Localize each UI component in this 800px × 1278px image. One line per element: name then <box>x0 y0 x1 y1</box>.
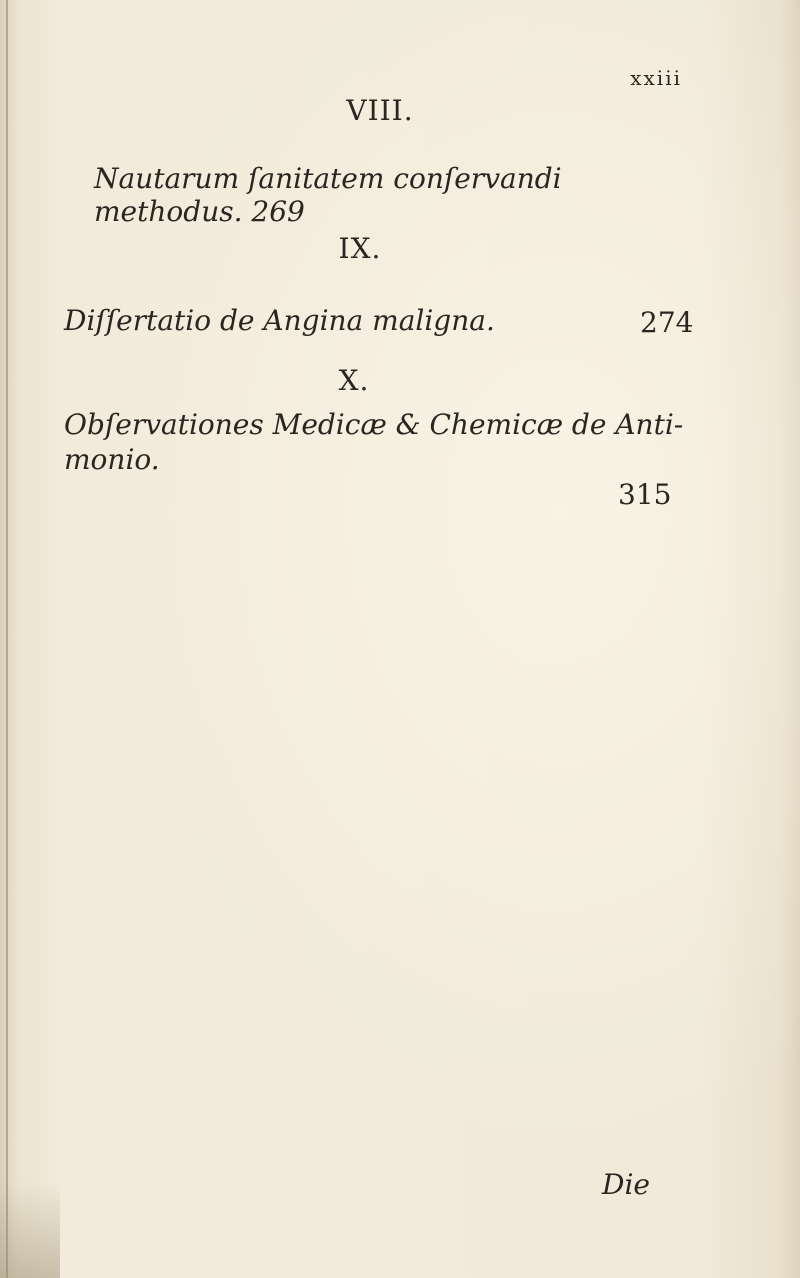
toc-title-x-line2: monio. <box>64 443 160 476</box>
toc-page-ix: 274 <box>640 306 694 339</box>
signature-mark: xxiii <box>630 66 682 90</box>
toc-title-x-line1: Obſervationes Medicæ & Chemicæ de Anti- <box>64 408 684 441</box>
binding-edge <box>6 0 8 1278</box>
toc-page-x: 315 <box>618 478 672 511</box>
toc-page-viii: 269 <box>251 195 305 228</box>
section-numeral-viii: VIII. <box>346 94 414 127</box>
toc-title-ix: Diſſertatio de Angina maligna. <box>64 304 495 337</box>
toc-title-viii: Nautarum ſanitatem conſervandi methodus. <box>94 162 562 228</box>
section-numeral-ix: IX. <box>338 232 382 265</box>
toc-entry-ix <box>64 304 704 337</box>
toc-entry-x <box>64 408 704 476</box>
page-stain <box>0 1180 60 1278</box>
catchword: Die <box>602 1168 650 1201</box>
section-numeral-x: X. <box>338 364 370 397</box>
toc-entry-viii <box>94 162 694 228</box>
